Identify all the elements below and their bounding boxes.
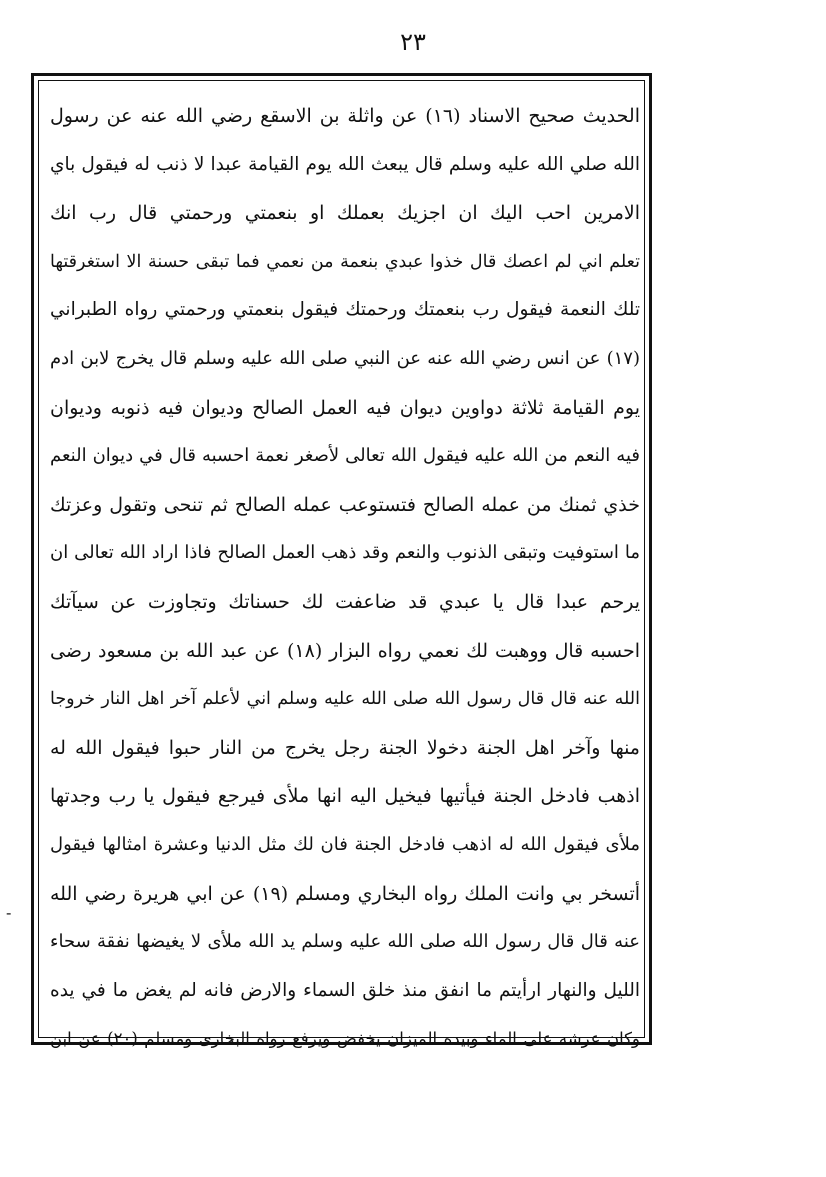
text-line: الحديث صحيح الاسناد (١٦) عن واثلة بن الاسقع رضي الله عنه عن رسول xyxy=(50,105,640,127)
text-line: ملأى فيقول الله له اذهب فادخل الجنة فان لك مثل الدنيا وعشرة امثالها فيقول xyxy=(50,833,640,855)
text-line: تعلم اني لم اعصك قال خذوا عبدي بنعمة من نعمي فما تبقى حسنة الا استغرقتها xyxy=(50,251,640,272)
text-line: ما استوفيت وتبقى الذنوب والنعم وقد ذهب العمل الصالح فاذا اراد الله تعالى ان xyxy=(50,542,640,564)
text-line: يرحم عبدا قال يا عبدي قد ضاعفت لك حسناتك وتجاوزت عن سيآتك xyxy=(50,590,640,613)
page-number: ٢٣ xyxy=(400,28,426,56)
text-line: اذهب فادخل الجنة فيأتيها فيخيل اليه انها ملأى فيرجع فيقول يا رب وجدتها xyxy=(50,785,640,808)
text-line: تلك النعمة فيقول رب بنعمتك ورحمتك فيقول بنعمتي ورحمتي رواه الطبراني xyxy=(50,299,640,321)
text-line: الامرين احب اليك ان اجزيك بعملك او بنعمتي ورحمتي قال رب انك xyxy=(50,202,640,225)
text-line: منها وآخر اهل الجنة دخولا الجنة رجل يخرج من النار حبوا فيقول الله له xyxy=(50,736,640,759)
text-line: الليل والنهار ارأيتم ما انفق منذ خلق السماء والارض فانه لم يغض ما في يده xyxy=(50,979,640,1001)
text-line: خذي ثمنك من عمله الصالح فتستوعب عمله الصالح ثم تنحى وتقول وعزتك xyxy=(50,493,640,516)
text-block xyxy=(50,92,640,1049)
text-line: وكان عرشه على الماء وبيده الميزان يخفض ويرفع رواه البخارى ومسلم (٢٠) عن ابن xyxy=(50,1029,640,1049)
text-line: الله صلي الله عليه وسلم قال يبعث الله يوم القيامة عبدا لا ذنب له فيقول باي xyxy=(50,153,640,175)
text-line: احسبه قال ووهبت لك نعمي رواه البزار (١٨) عن عبد الله بن مسعود رضى xyxy=(50,639,640,662)
text-line: فيه النعم من الله عليه فيقول الله تعالى لأصغر نعمة احسبه قال في ديوان النعم xyxy=(50,445,640,467)
margin-mark: - xyxy=(6,903,12,922)
text-line: (١٧) عن انس رضي الله عنه عن النبي صلى الله عليه وسلم قال يخرج لابن ادم xyxy=(50,347,640,369)
text-line: الله عنه قال قال رسول الله صلى الله عليه وسلم اني لأعلم آخر اهل النار خروجا xyxy=(50,689,640,710)
text-line: يوم القيامة ثلاثة دواوين ديوان فيه العمل الصالح وديوان فيه ذنوبه وديوان xyxy=(50,396,640,419)
text-line: عنه قال قال رسول الله صلى الله عليه وسلم يد الله ملأى لا يغيضها نفقة سحاء xyxy=(50,931,640,953)
text-line: أتسخر بي وانت الملك رواه البخاري ومسلم (١٩) عن ابي هريرة رضي الله xyxy=(50,882,640,905)
